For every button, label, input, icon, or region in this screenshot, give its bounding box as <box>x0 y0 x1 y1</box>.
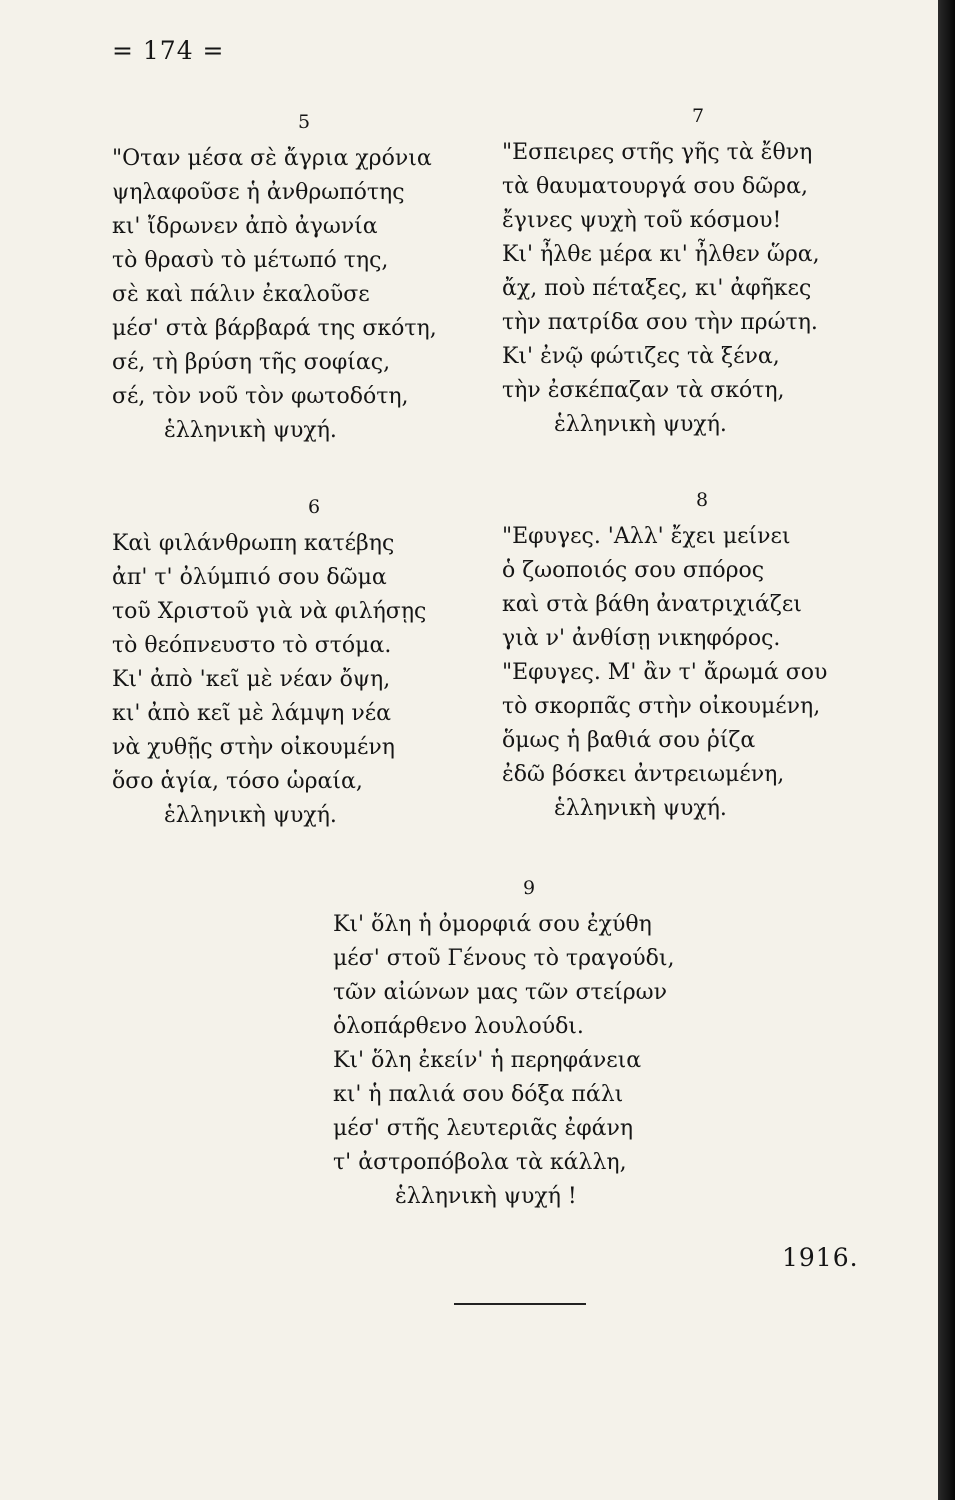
verse-line: "Οταν μέσα σὲ ἄγρια χρόνια <box>112 146 432 171</box>
verse-line: ἔγινες ψυχὴ τοῦ κόσμου! <box>502 208 782 233</box>
verse-line: Κι' ὅλη ἐκείν' ἡ περηφάνεια <box>333 1048 642 1073</box>
verse-line: Κι' ἀπὸ 'κεῖ μὲ νέαν ὄψη, <box>112 667 391 692</box>
stanza-7 <box>502 104 912 442</box>
stanza-9 <box>333 876 753 1214</box>
verse-line: τὴν ἐσκέπαζαν τὰ σκότη, <box>502 378 785 403</box>
verse-line: ὁ ζωοποιός σου σπόρος <box>502 558 765 583</box>
verse-line: Κι' ἦλθε μέρα κι' ἦλθεν ὥρα, <box>502 242 820 267</box>
verse-line: σέ, τὸν νοῦ τὸν φωτοδότη, <box>112 384 409 409</box>
verse-line: "Εφυγες. Μ' ἂν τ' ἄρωμά σου <box>502 660 828 685</box>
end-rule <box>454 1303 586 1305</box>
stanza-number: 9 <box>523 877 536 899</box>
verse-line: τὴν πατρίδα σου τὴν πρώτη. <box>502 310 818 335</box>
verse-line: τὸ θεόπνευστο τὸ στόμα. <box>112 633 392 658</box>
stanza-8 <box>502 488 912 826</box>
stanza-5 <box>112 110 482 448</box>
verse-line: τὰ θαυματουργά σου δῶρα, <box>502 174 808 199</box>
verse-line: ἀπ' τ' ὀλύμπιό σου δῶμα <box>112 565 387 590</box>
verse-line: Κι' ὅλη ἡ ὀμορφιά σου ἐχύθη <box>333 912 652 937</box>
verse-line: "Εσπειρες στῆς γῆς τὰ ἔθνη <box>502 140 813 165</box>
verse-line: τὸ θρασὺ τὸ μέτωπό της, <box>112 248 389 273</box>
verse-line: ὅμως ἡ βαθιά σου ῥίζα <box>502 728 756 753</box>
poem-year: 1916. <box>782 1243 859 1272</box>
verse-line: τοῦ Χριστοῦ γιὰ νὰ φιλήσῃς <box>112 599 427 624</box>
verse-line: σέ, τὴ βρύση τῆς σοφίας, <box>112 350 391 375</box>
verse-line: "Εφυγες. 'Αλλ' ἔχει μείνει <box>502 524 791 549</box>
page-number: = 174 = <box>112 36 225 65</box>
verse-line: ψηλαφοῦσε ἡ ἀνθρωπότης <box>112 180 405 205</box>
verse-line: ἐδῶ βόσκει ἀντρειωμένη, <box>502 762 785 787</box>
verse-line: κι' ἀπὸ κεῖ μὲ λάμψη νέα <box>112 701 391 726</box>
verse-line: μέσ' στοῦ Γένους τὸ τραγούδι, <box>333 946 675 971</box>
verse-line: κι' ἡ παλιά σου δόξα πάλι <box>333 1082 624 1107</box>
refrain-line: ἑλληνικὴ ψυχή. <box>554 796 727 821</box>
verse-line: νὰ χυθῇς στὴν οἰκουμένη <box>112 735 395 760</box>
verse-line: ὁλοπάρθενο λουλούδι. <box>333 1014 584 1039</box>
verse-line: Κι' ἐνῷ φώτιζες τὰ ξένα, <box>502 344 780 369</box>
verse-line: μέσ' στῆς λευτεριᾶς ἐφάνη <box>333 1116 634 1141</box>
refrain-line: ἑλληνικὴ ψυχή. <box>164 418 337 443</box>
stanza-number: 6 <box>308 496 321 518</box>
book-binding-edge <box>938 0 955 1500</box>
verse-line: μέσ' στὰ βάρβαρά της σκότη, <box>112 316 437 341</box>
verse-line: καὶ στὰ βάθη ἀνατριχιάζει <box>502 592 802 617</box>
stanza-number: 8 <box>696 489 709 511</box>
verse-line: Καὶ φιλάνθρωπη κατέβης <box>112 531 395 556</box>
stanza-number: 7 <box>692 105 705 127</box>
verse-line: ἄχ, ποὺ πέταξες, κι' ἀφῆκες <box>502 276 812 301</box>
verse-line: γιὰ ν' ἀνθίσῃ νικηφόρος. <box>502 626 781 651</box>
verse-line: κι' ἴδρωνεν ἀπὸ ἀγωνία <box>112 214 378 239</box>
verse-line: τῶν αἰώνων μας τῶν στείρων <box>333 980 667 1005</box>
stanza-6 <box>112 495 482 833</box>
verse-line: σὲ καὶ πάλιν ἐκαλοῦσε <box>112 282 370 307</box>
refrain-line: ἑλληνικὴ ψυχή ! <box>395 1184 577 1209</box>
verse-line: τ' ἀστροπόβολα τὰ κάλλη, <box>333 1150 627 1175</box>
verse-line: τὸ σκορπᾶς στὴν οἰκουμένη, <box>502 694 821 719</box>
refrain-line: ἑλληνικὴ ψυχή. <box>164 803 337 828</box>
refrain-line: ἑλληνικὴ ψυχή. <box>554 412 727 437</box>
verse-line: ὅσο ἁγία, τόσο ὡραία, <box>112 769 363 794</box>
stanza-number: 5 <box>298 111 311 133</box>
